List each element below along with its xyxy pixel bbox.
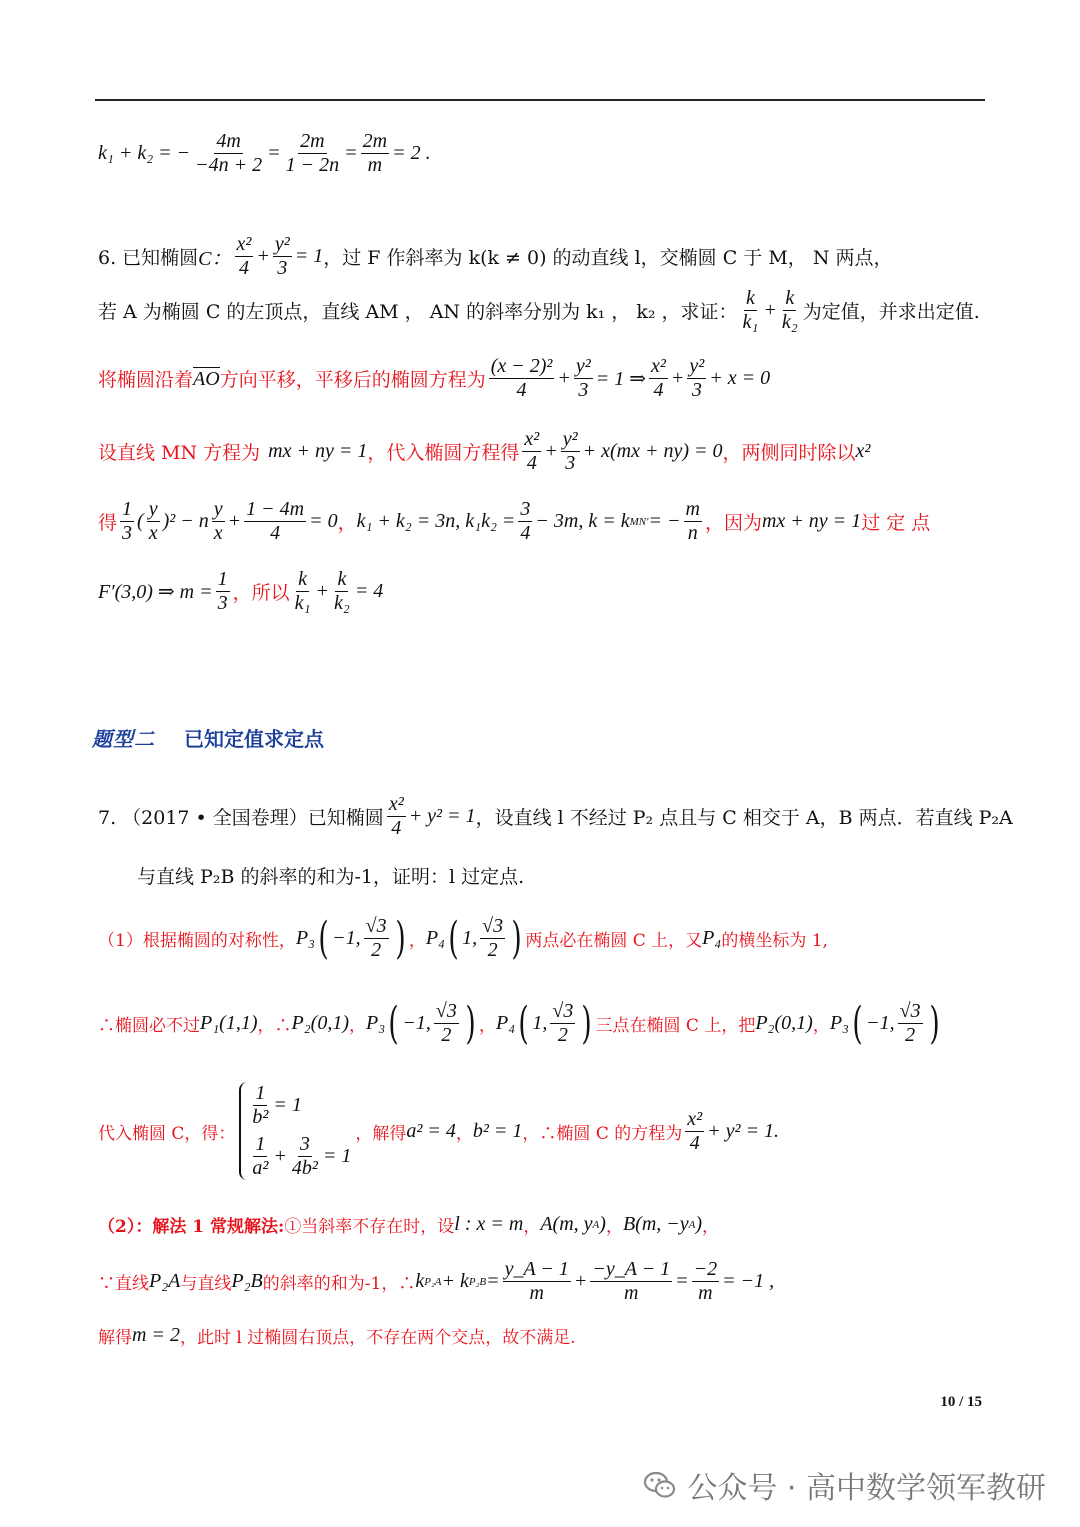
question-7-line-2: 与直线 P₂B 的斜率的和为-1，证明：l 过定点. xyxy=(137,866,525,888)
header-rule xyxy=(95,99,985,101)
section-tag: 题型二 xyxy=(92,727,155,751)
solution-7-line-6: 解得 m = 2 ，此时 l 过椭圆右顶点，不存在两个交点，故不满足. xyxy=(98,1324,576,1348)
fraction: $\frac{2m}{m}$ xyxy=(362,130,388,176)
page-number: 10 / 15 xyxy=(940,1394,982,1410)
equation-system: $\frac{1}{\text{b²}}$ = 1 $\frac{1}{\text{a²}}$ + $\frac{3}{\text{4b²}}$ = 1 xyxy=(239,1082,351,1180)
solution-7-line-4: （2）：解法 1 常规解法: ①当斜率不存在时，设 l : x = m ， A(m, y A ) ， B(m, −y A ) ， xyxy=(98,1213,720,1237)
question-6-line-1: 6. 已知椭圆 C： $\frac{\text{x²}}{4}$ + $\frac{\text{y²}}{3}$ = 1 ，过 F 作斜率为 k(k ≠ 0) 的动直线 l，交椭圆 C 于 M， N 两点， xyxy=(98,233,893,279)
equation-line: k₁ + k₂ = − $\frac{4m}{-4n + 2}$ = $\frac{2m}{1 - 2n}$ = $\frac{2m}{m}$ = 2 . xyxy=(98,130,431,176)
question-6-line-2: 若 A 为椭圆 C 的左顶点，直线 AM ， AN 的斜率分别为 k₁ ， k₂ ，求证： $\frac{k}{\text{k₁}}$ + $\frac{k}{\text{k₂}}$ 为定值，并求出定值. xyxy=(98,287,980,333)
fraction: $\frac{4m}{-4n + 2}$ xyxy=(195,130,263,176)
solution-7-line-5: ∵直线 P₂A 与直线 P₂B 的斜率的和为-1，∴ k P₂A + k P₂B = $\frac{y\_A - 1}{m}$ + $\frac{-y\_A - 1}{m}$ = $\frac{-2}{m}$ = −1 , xyxy=(98,1258,775,1304)
wechat-icon xyxy=(643,1470,677,1500)
solution-6-line-4: F′(3,0) ⇒ m = $\frac{1}{3}$ ，所以 $\frac{k}{\text{k₁}}$ + $\frac{k}{\text{k₂}}$ = 4 xyxy=(98,568,384,614)
solution-7-line-2: ∴椭圆必不过 P₁(1,1) ，∴ P₂(0,1) ， P₃ ( −1, $\frac{√3}{2}$ ) ， P₄ ( 1, $\frac{√3}{2}$ ) 三点在椭圆 C 上，把 P₂(0,1) ， P₃ ( −1, $\frac{√3}{2}$ ) xyxy=(98,997,940,1049)
section-title: 已知定值求定点 xyxy=(183,727,324,751)
section-heading xyxy=(92,723,324,752)
vector-ao: AO xyxy=(193,367,220,390)
question-7-line-1: 7. （2017 • 全国卷理）已知椭圆 $\frac{\text{x²}}{4}$ + y² = 1 ，设直线 l 不经过 P₂ 点且与 C 相交于 A，B 两点．若直线 P₂A xyxy=(98,793,1013,839)
fraction: $\frac{2m}{1 - 2n}$ xyxy=(285,130,340,176)
footer-text: 公众号 · 高中数学领军教研 xyxy=(687,1471,1046,1506)
solution-7-line-3: 代入椭圆 C，得： $\frac{1}{\text{b²}}$ = 1 $\frac{1}{\text{a²}}$ + $\frac{3}{\text{4b²}}$ = 1 ，解得 a² = 4 ， b² = 1 ，∴椭圆 C 的方程为 $\frac{\text{x²}}{4}$ + y² = 1. xyxy=(98,1082,779,1179)
footer-watermark xyxy=(643,1463,1046,1507)
solution-6-line-3: 得 $\frac{1}{3}$ ( $\frac{y}{x}$ )² − n $\frac{y}{x}$ + $\frac{1 - 4m}{4}$ = 0 ， k₁ + k₂ = 3n, k₁k₂ = $\frac{3}{4}$ − 3m, k = k MN′ = − $\frac{m}{n}$ ，因为 mx + ny = 1 过定点 xyxy=(98,498,937,544)
solution-6-line-1: 将椭圆沿着 AO 方向平移，平移后的椭圆方程为 $\frac{\text{(x − 2)²}}{4}$ + $\frac{\text{y²}}{3}$ = 1 ⇒ $\frac{\text{x²}}{4}$ + $\frac{\text{y²}}{3}$ + x = 0 xyxy=(98,355,771,401)
solution-7-line-1: （1）根据椭圆的对称性， P₃ ( −1, $\frac{√3}{2}$ ) ， P₄ ( 1, $\frac{√3}{2}$ ) 两点必在椭圆 C 上，又 P₄ 的横坐标为 1, xyxy=(98,912,828,964)
solution-6-line-2: 设直线 MN 方程为 mx + ny = 1 ，代入椭圆方程得 $\frac{\text{x²}}{4}$ + $\frac{\text{y²}}{3}$ + x(mx + ny) = 0 ，两侧同时除以 x² xyxy=(98,428,871,474)
